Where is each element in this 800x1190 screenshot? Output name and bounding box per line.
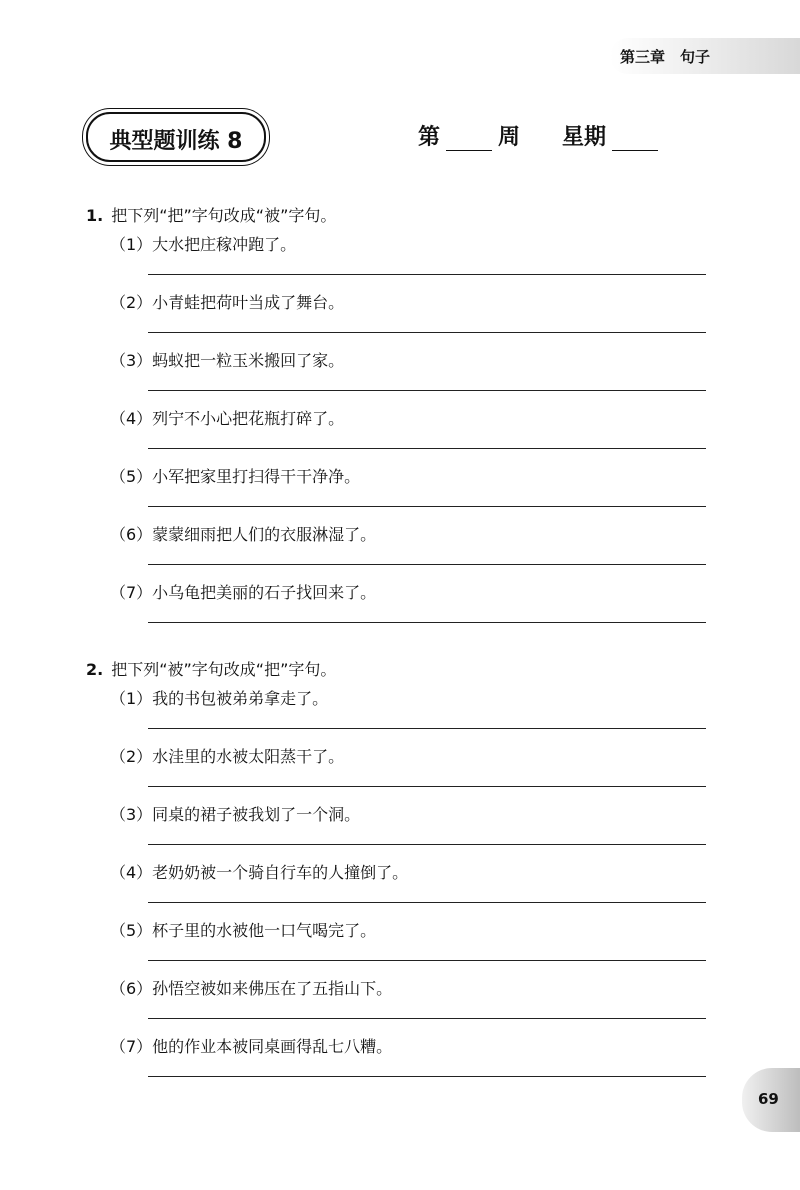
question-item	[86, 800, 706, 858]
answer-line[interactable]	[148, 274, 706, 275]
answer-line[interactable]	[148, 1018, 706, 1019]
answer-line[interactable]	[148, 506, 706, 507]
section-instruction: 把下列“把”字句改成“被”字句。	[111, 206, 337, 225]
question-item	[86, 462, 706, 520]
answer-line[interactable]	[148, 960, 706, 961]
question-text: （6）蒙蒙细雨把人们的衣服淋湿了。	[110, 525, 377, 544]
question-item	[86, 346, 706, 404]
section-number: 2.	[86, 660, 104, 679]
question-text: （1）大水把庄稼冲跑了。	[110, 235, 297, 254]
chapter-label: 第三章 句子	[620, 48, 711, 66]
question-item	[86, 916, 706, 974]
question-text: （3）蚂蚁把一粒玉米搬回了家。	[110, 351, 345, 370]
section-2	[86, 656, 706, 1090]
question-text: （2）水洼里的水被太阳蒸干了。	[110, 747, 345, 766]
page-number-tab	[742, 1068, 800, 1132]
question-item	[86, 288, 706, 346]
question-item	[86, 404, 706, 462]
question-text: （2）小青蛙把荷叶当成了舞台。	[110, 293, 345, 312]
weekday-blank[interactable]	[612, 126, 658, 151]
question-item	[86, 1032, 706, 1090]
answer-line[interactable]	[148, 622, 706, 623]
week-prefix: 第	[418, 124, 441, 150]
question-item	[86, 974, 706, 1032]
page-number: 69	[758, 1090, 779, 1108]
answer-line[interactable]	[148, 390, 706, 391]
week-suffix: 周	[498, 124, 521, 150]
question-item	[86, 742, 706, 800]
section-heading	[86, 656, 706, 684]
answer-line[interactable]	[148, 1076, 706, 1077]
question-text: （1）我的书包被弟弟拿走了。	[110, 689, 329, 708]
answer-line[interactable]	[148, 564, 706, 565]
section-1	[86, 202, 706, 636]
answer-line[interactable]	[148, 902, 706, 903]
exercise-title-box	[86, 112, 266, 162]
section-heading	[86, 202, 706, 230]
week-date-line	[418, 120, 658, 151]
question-text: （4）列宁不小心把花瓶打碎了。	[110, 409, 345, 428]
question-text: （4）老奶奶被一个骑自行车的人撞倒了。	[110, 863, 409, 882]
question-item	[86, 230, 706, 288]
section-number: 1.	[86, 206, 104, 225]
question-text: （6）孙悟空被如来佛压在了五指山下。	[110, 979, 393, 998]
answer-line[interactable]	[148, 786, 706, 787]
week-blank[interactable]	[446, 126, 492, 151]
question-text: （7）他的作业本被同桌画得乱七八糟。	[110, 1037, 393, 1056]
question-item	[86, 578, 706, 636]
answer-line[interactable]	[148, 448, 706, 449]
section-instruction: 把下列“被”字句改成“把”字句。	[111, 660, 337, 679]
question-text: （7）小乌龟把美丽的石子找回来了。	[110, 583, 377, 602]
answer-line[interactable]	[148, 332, 706, 333]
question-text: （3）同桌的裙子被我划了一个洞。	[110, 805, 361, 824]
weekday-label: 星期	[562, 124, 607, 150]
question-item	[86, 684, 706, 742]
question-item	[86, 858, 706, 916]
answer-line[interactable]	[148, 844, 706, 845]
exercise-title: 典型题训练 8	[109, 129, 243, 154]
question-item	[86, 520, 706, 578]
answer-line[interactable]	[148, 728, 706, 729]
question-text: （5）小军把家里打扫得干干净净。	[110, 467, 361, 486]
question-text: （5）杯子里的水被他一口气喝完了。	[110, 921, 377, 940]
